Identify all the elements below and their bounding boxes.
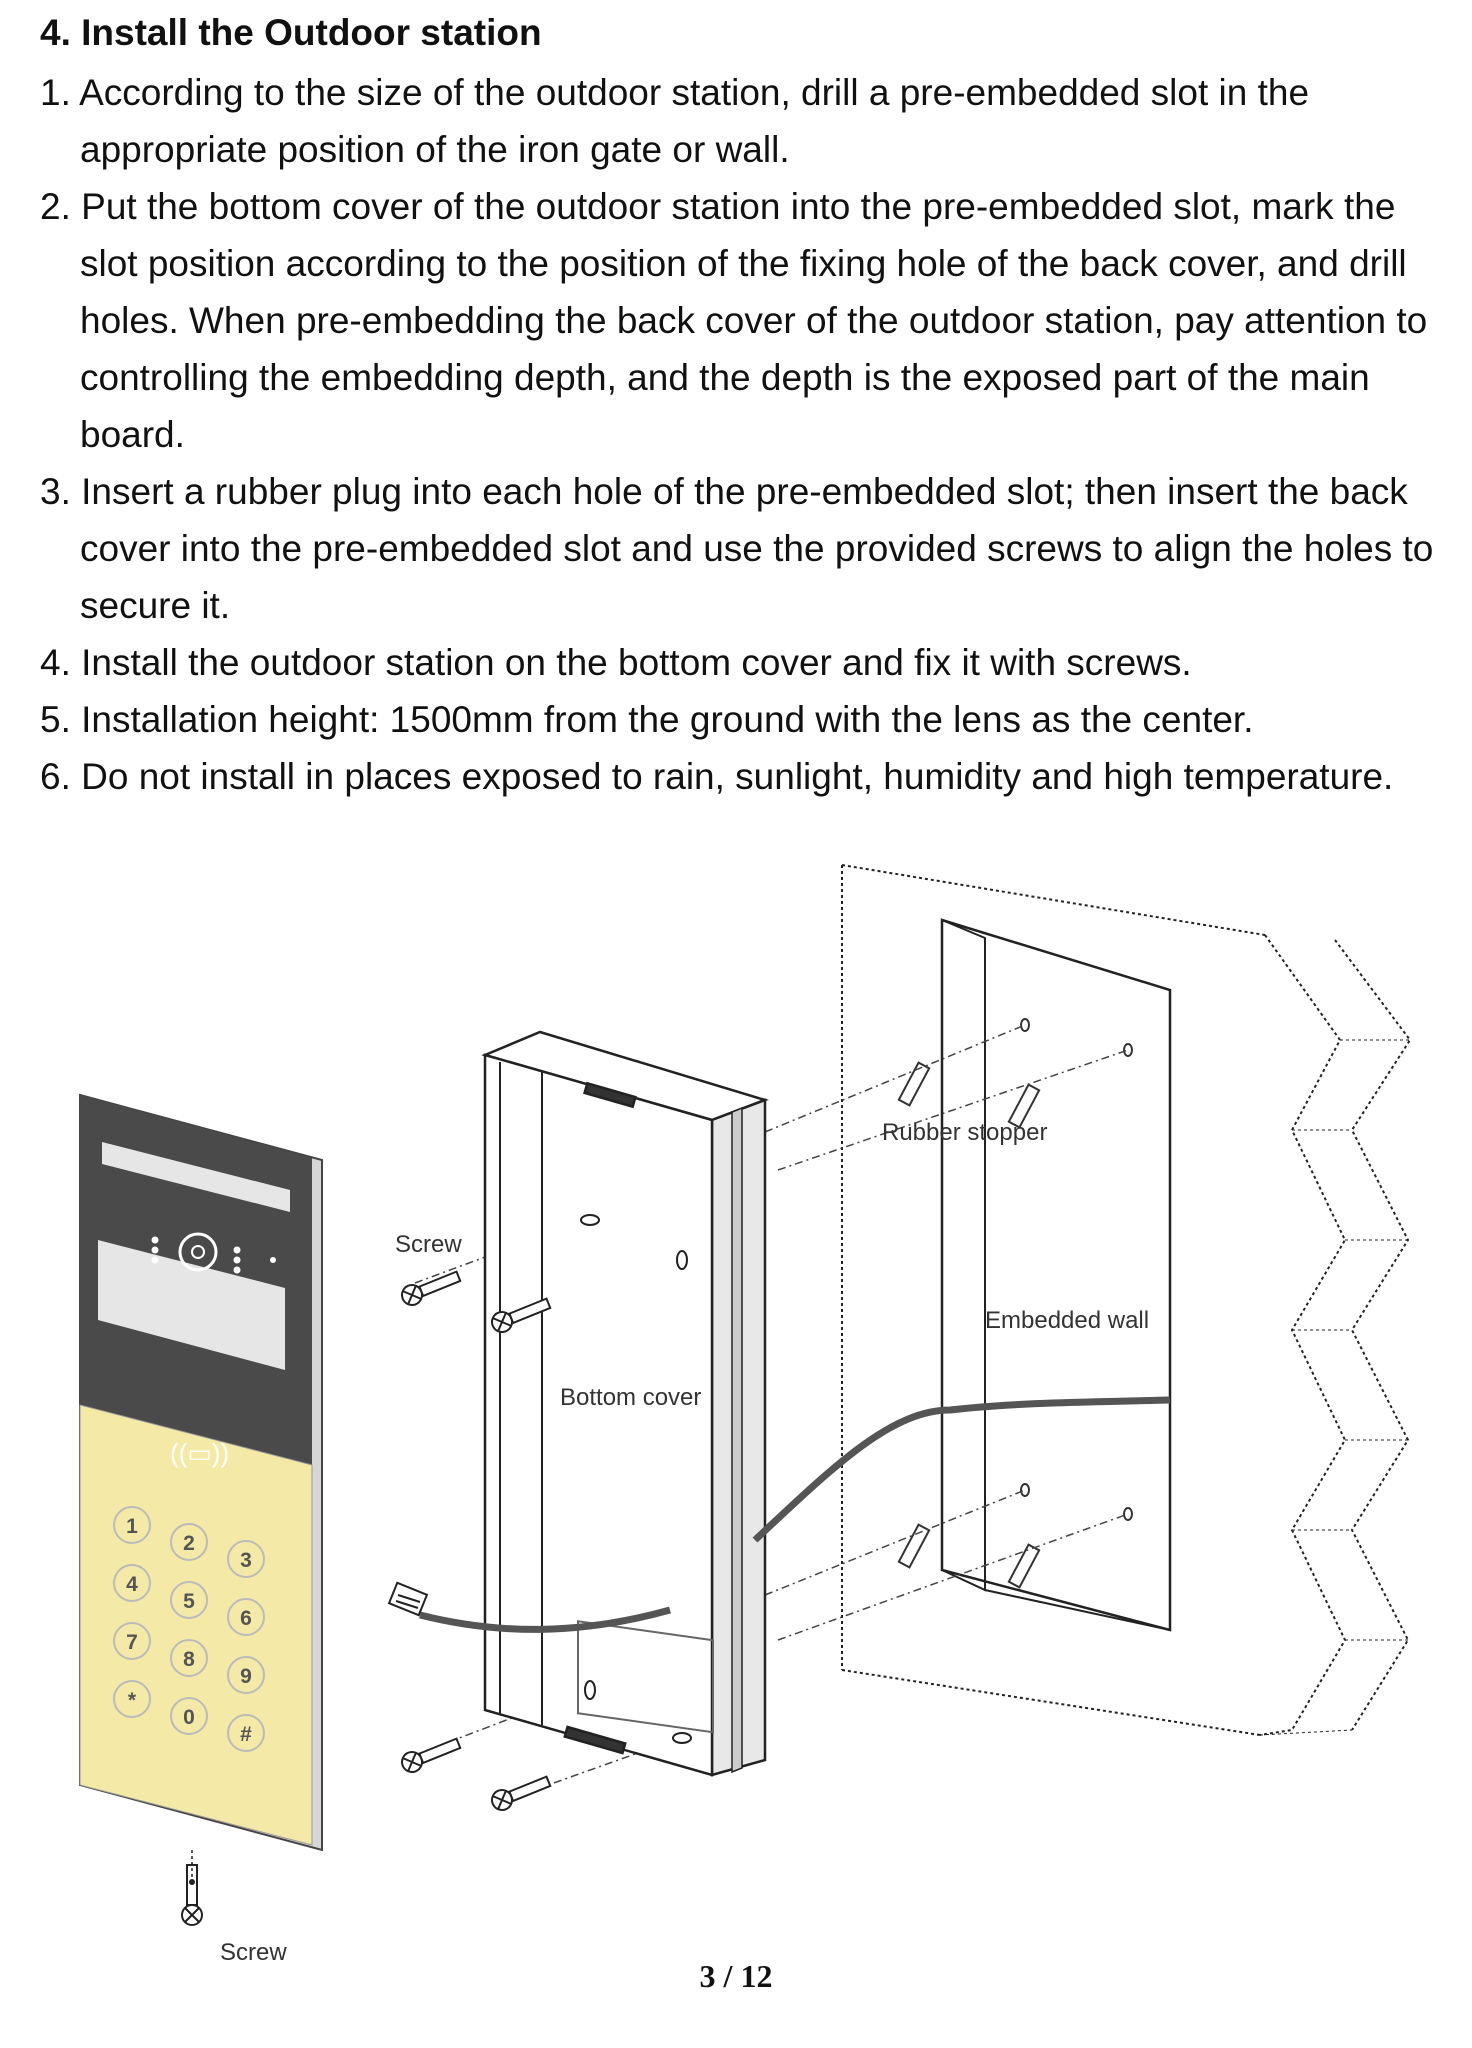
step-1: 1. According to the size of the outdoor station, drill a pre-embedded slot in the appropriate position of the iron gate or wall. xyxy=(40,72,1310,170)
step-5: 5. Installation height: 1500mm from the ground with the lens as the center. xyxy=(40,699,1254,740)
rfid-icon: ((▭)) xyxy=(170,1438,230,1468)
step-4: 4. Install the outdoor station on the bottom cover and fix it with screws. xyxy=(40,642,1192,683)
keypad-key: 1 xyxy=(126,1515,138,1538)
keypad-key: 3 xyxy=(240,1549,252,1572)
keypad-key: 8 xyxy=(183,1648,195,1671)
keypad-key: 5 xyxy=(183,1590,195,1613)
label-bottom-cover: Bottom cover xyxy=(560,1384,702,1411)
rj45-connector-icon xyxy=(389,1583,427,1615)
keypad-key: 6 xyxy=(240,1607,252,1630)
keypad-key: 4 xyxy=(126,1573,138,1596)
keypad-key: 9 xyxy=(240,1665,252,1688)
label-screw-bottom: Screw xyxy=(220,1939,287,1966)
section-title: 4. Install the Outdoor station xyxy=(40,12,542,53)
outdoor-station xyxy=(80,1095,322,1885)
label-screw-top: Screw xyxy=(395,1231,462,1258)
rubber-stoppers xyxy=(899,1019,1132,1587)
installation-diagram xyxy=(0,850,1472,1966)
step-2: 2. Put the bottom cover of the outdoor station into the pre-embedded slot, mark the slot position according to the position of the fixing hole of the back cover, and drill holes. When pre-embedding the back cover of the outdoor station, pay attention to controlling the embedding depth, and the depth is the exposed part of the main board. xyxy=(40,186,1428,455)
keypad-key: * xyxy=(127,1689,137,1712)
embedded-wall xyxy=(842,865,1410,1735)
keypad-key: 0 xyxy=(183,1706,195,1729)
page-number: 3 / 12 xyxy=(699,1958,773,1994)
label-embedded-wall: Embedded wall xyxy=(985,1307,1150,1334)
keypad-key: 7 xyxy=(126,1631,138,1654)
label-rubber-stopper: Rubber stopper xyxy=(882,1119,1048,1146)
instruction-steps xyxy=(40,64,1440,805)
keypad-key: 2 xyxy=(183,1532,195,1555)
keypad-key: # xyxy=(240,1723,252,1746)
step-6: 6. Do not install in places exposed to rain, sunlight, humidity and high temperature. xyxy=(40,756,1394,797)
step-3: 3. Insert a rubber plug into each hole of the pre-embedded slot; then insert the back cover into the pre-embedded slot and use the provided screws to align the holes to secure it. xyxy=(40,471,1434,626)
